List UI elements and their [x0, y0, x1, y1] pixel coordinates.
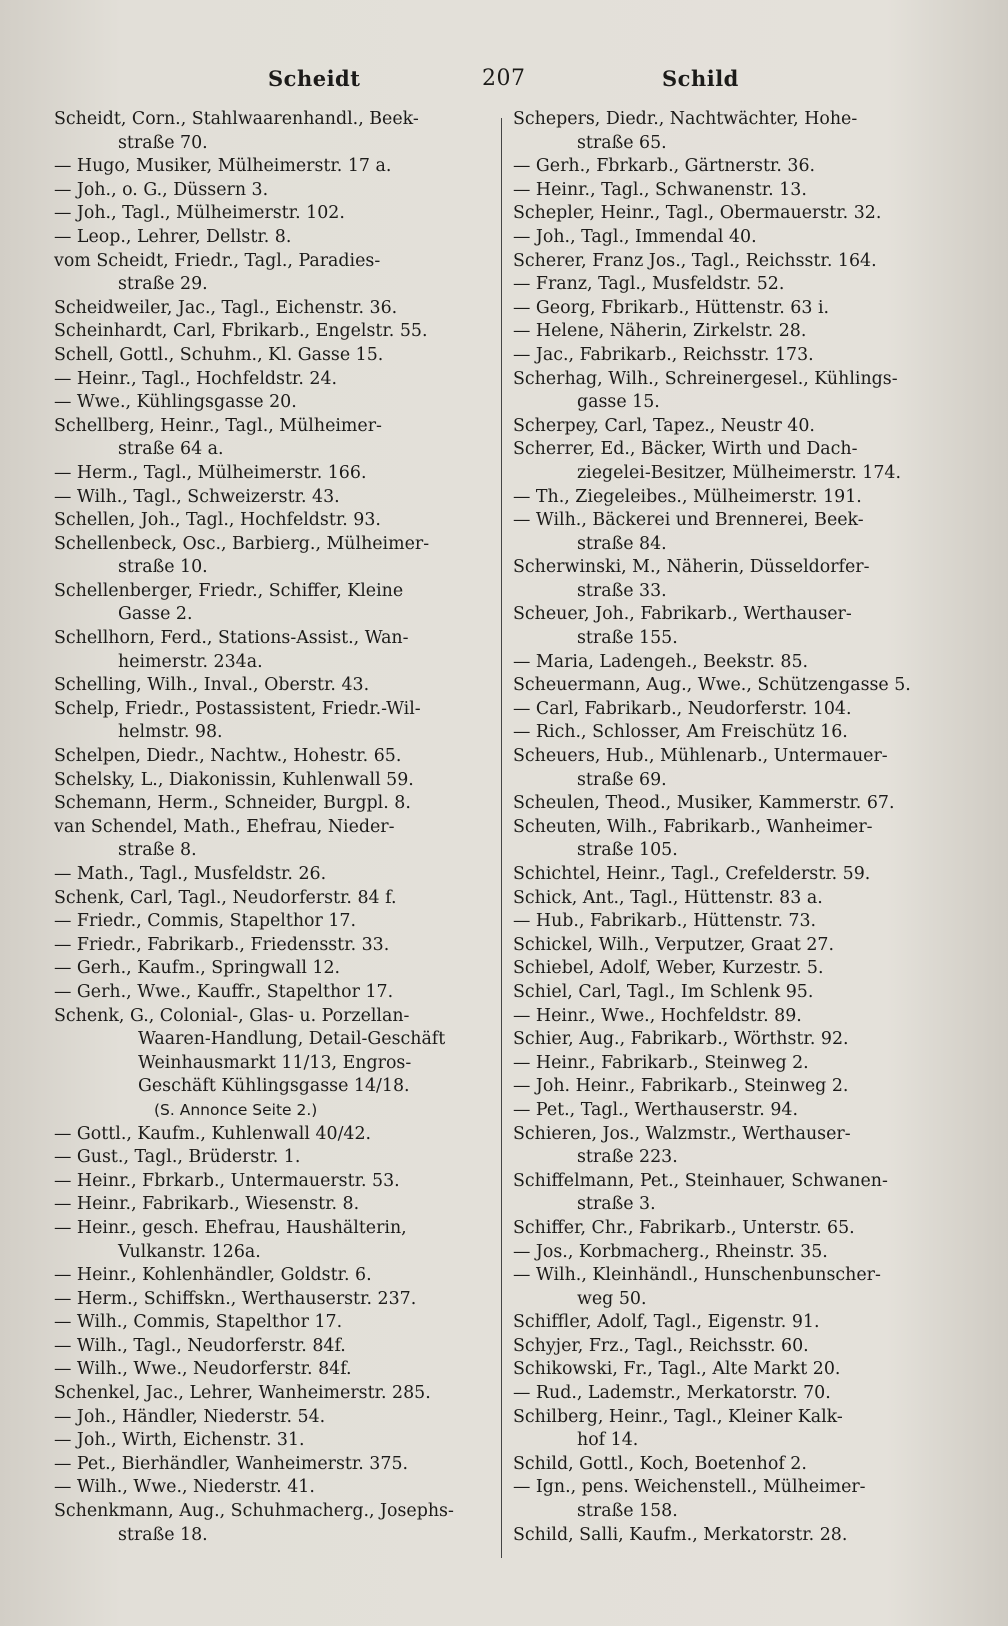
directory-entry: — Gust., Tagl., Brüderstr. 1. — [54, 1147, 301, 1168]
directory-entry: Schenk, G., Colonial-, Glas- u. Porzellan- — [54, 1005, 410, 1026]
directory-entry-continuation: straße 33. — [577, 580, 667, 601]
directory-entry: Schenkel, Jac., Lehrer, Wanheimerstr. 285. — [54, 1383, 431, 1404]
directory-entry-continuation: helmstr. 98. — [118, 722, 223, 743]
directory-entry: van Schendel, Math., Ehefrau, Nieder- — [54, 816, 395, 837]
directory-entry: Schiebel, Adolf, Weber, Kurzestr. 5. — [513, 958, 824, 979]
directory-entry: Scheuten, Wilh., Fabrikarb., Wanheimer- — [513, 816, 873, 837]
directory-entry: — Maria, Ladengeh., Beekstr. 85. — [513, 651, 809, 672]
directory-entry: — Joh., Händler, Niederstr. 54. — [54, 1406, 326, 1427]
directory-entry-continuation: Waaren-Handlung, Detail-Geschäft — [138, 1029, 446, 1050]
directory-entry: Schenk, Carl, Tagl., Neudorferstr. 84 f. — [54, 887, 397, 908]
directory-entry: Schiffelmann, Pet., Steinhauer, Schwanen- — [513, 1170, 888, 1191]
directory-entry: Scherhag, Wilh., Schreinergesel., Kühlings- — [513, 368, 898, 389]
directory-entry: Scheuers, Hub., Mühlenarb., Untermauer- — [513, 746, 888, 767]
directory-entry: Scheulen, Theod., Musiker, Kammerstr. 67. — [513, 793, 895, 814]
directory-entry: Schellhorn, Ferd., Stations-Assist., Wan- — [54, 628, 409, 649]
directory-entry: — Rich., Schlosser, Am Freischütz 16. — [513, 722, 848, 743]
directory-entry: Scherwinski, M., Näherin, Düsseldorfer- — [513, 557, 870, 578]
directory-entry: Schelsky, L., Diakonissin, Kuhlenwall 59. — [54, 769, 414, 790]
directory-entry-continuation: ziegelei-Besitzer, Mülheimerstr. 174. — [577, 462, 902, 483]
directory-entry: — Joh., o. G., Düssern 3. — [54, 179, 269, 200]
directory-entry: Schichtel, Heinr., Tagl., Crefelderstr. 59. — [513, 864, 871, 884]
directory-entry: — Wilh., Wwe., Neudorferstr. 84f. — [54, 1359, 352, 1380]
directory-entry: Scherpey, Carl, Tapez., Neustr 40. — [513, 415, 815, 436]
header-left-keyword: Scheidt — [268, 66, 361, 91]
directory-entry: Schelling, Wilh., Inval., Oberstr. 43. — [54, 675, 370, 696]
directory-entry-continuation: straße 64 a. — [118, 439, 224, 460]
directory-entry-continuation: weg 50. — [577, 1288, 647, 1309]
directory-entry: Scherrer, Ed., Bäcker, Wirth und Dach- — [513, 439, 858, 460]
directory-entry: — Friedr., Fabrikarb., Friedensstr. 33. — [54, 934, 390, 955]
directory-entry: Schenkmann, Aug., Schuhmacherg., Josephs- — [54, 1501, 454, 1522]
directory-entry: — Helene, Näherin, Zirkelstr. 28. — [513, 321, 807, 342]
directory-entry: — Wilh., Tagl., Neudorferstr. 84f. — [54, 1335, 346, 1356]
directory-entry: Schilberg, Heinr., Tagl., Kleiner Kalk- — [513, 1406, 843, 1427]
directory-entry: — Gerh., Wwe., Kauffr., Stapelthor 17. — [54, 981, 394, 1002]
directory-entry: — Wilh., Wwe., Niederstr. 41. — [54, 1477, 315, 1498]
directory-entry-continuation: gasse 15. — [577, 392, 660, 413]
directory-entry: Scheuer, Joh., Fabrikarb., Werthauser- — [513, 604, 852, 625]
directory-entry: — Joh., Tagl., Immendal 40. — [513, 226, 757, 247]
directory-entry-continuation: Vulkanstr. 126a. — [118, 1241, 261, 1262]
directory-entry: — Herm., Tagl., Mülheimerstr. 166. — [54, 462, 367, 483]
directory-entry-continuation: straße 158. — [577, 1501, 678, 1522]
directory-entry: — Wwe., Kühlingsgasse 20. — [54, 392, 297, 413]
page-number: 207 — [482, 66, 526, 91]
directory-entry: Schemann, Herm., Schneider, Burgpl. 8. — [54, 793, 411, 814]
directory-entry-continuation: straße 223. — [577, 1147, 678, 1168]
directory-entry: — Carl, Fabrikarb., Neudorferstr. 104. — [513, 698, 852, 719]
directory-entry: — Jos., Korbmacherg., Rheinstr. 35. — [513, 1241, 828, 1262]
directory-entry-continuation: hof 14. — [577, 1430, 639, 1451]
directory-entry: — Joh. Heinr., Fabrikarb., Steinweg 2. — [513, 1076, 849, 1097]
directory-entry: — Gerh., Kaufm., Springwall 12. — [54, 958, 341, 979]
directory-entry-continuation: straße 105. — [577, 840, 678, 861]
directory-entry: — Wilh., Commis, Stapelthor 17. — [54, 1312, 343, 1333]
directory-entry: Schellenberger, Friedr., Schiffer, Kleine — [54, 580, 404, 601]
directory-entry: Scheidt, Corn., Stahlwaarenhandl., Beek- — [54, 109, 419, 129]
directory-entry: — Hugo, Musiker, Mülheimerstr. 17 a. — [54, 156, 392, 177]
directory-entry: — Leop., Lehrer, Dellstr. 8. — [54, 226, 292, 247]
directory-entry: Schellberg, Heinr., Tagl., Mülheimer- — [54, 415, 382, 436]
directory-entry: — Joh., Wirth, Eichenstr. 31. — [54, 1430, 305, 1451]
directory-entry-continuation: straße 8. — [118, 840, 197, 861]
directory-entry: Schikowski, Fr., Tagl., Alte Markt 20. — [513, 1359, 841, 1380]
directory-entry-continuation: straße 155. — [577, 628, 678, 649]
directory-entry: Schellenbeck, Osc., Barbierg., Mülheimer- — [54, 533, 430, 554]
directory-entry: Schick, Ant., Tagl., Hüttenstr. 83 a. — [513, 887, 823, 908]
directory-entry: Schiel, Carl, Tagl., Im Schlenk 95. — [513, 981, 814, 1002]
directory-entry: Schelp, Friedr., Postassistent, Friedr.-Wil- — [54, 698, 421, 719]
directory-entry: — Heinr., Tagl., Hochfeldstr. 24. — [54, 368, 338, 389]
directory-entry-continuation: Weinhausmarkt 11/13, Engros- — [138, 1052, 412, 1073]
directory-entry: Scheuermann, Aug., Wwe., Schützengasse 5. — [513, 675, 911, 696]
directory-entry: — Pet., Bierhändler, Wanheimerstr. 375. — [54, 1453, 409, 1474]
directory-entry-continuation: Geschäft Kühlingsgasse 14/18. — [138, 1076, 410, 1097]
right-column — [513, 108, 953, 1547]
directory-entry: — Hub., Fabrikarb., Hüttenstr. 73. — [513, 911, 817, 932]
directory-entry: — Heinr., Fbrkarb., Untermauerstr. 53. — [54, 1170, 400, 1191]
directory-entry: Schellen, Joh., Tagl., Hochfeldstr. 93. — [54, 510, 381, 531]
directory-entry: Schild, Gottl., Koch, Boetenhof 2. — [513, 1453, 807, 1474]
directory-entry: Schepler, Heinr., Tagl., Obermauerstr. 32. — [513, 203, 882, 224]
directory-entry: — Joh., Tagl., Mülheimerstr. 102. — [54, 203, 345, 224]
directory-entry: Schepers, Diedr., Nachtwächter, Hohe- — [513, 109, 858, 129]
directory-entry: — Pet., Tagl., Werthauserstr. 94. — [513, 1099, 798, 1120]
directory-entry: Schieren, Jos., Walzmstr., Werthauser- — [513, 1123, 851, 1144]
directory-entry: — Rud., Lademstr., Merkatorstr. 70. — [513, 1383, 831, 1404]
directory-entry: — Georg, Fbrikarb., Hüttenstr. 63 i. — [513, 297, 830, 318]
left-column — [54, 108, 494, 1547]
directory-entry: Schild, Salli, Kaufm., Merkatorstr. 28. — [513, 1524, 848, 1545]
directory-entry: — Friedr., Commis, Stapelthor 17. — [54, 911, 356, 932]
directory-entry: — Th., Ziegeleibes., Mülheimerstr. 191. — [513, 486, 862, 507]
directory-entry: Schell, Gottl., Schuhm., Kl. Gasse 15. — [54, 344, 384, 365]
directory-entry-continuation: straße 69. — [577, 769, 667, 790]
directory-entry-continuation: straße 3. — [577, 1194, 656, 1215]
directory-entry: — Heinr., Tagl., Schwanenstr. 13. — [513, 179, 807, 200]
directory-entry: — Heinr., Wwe., Hochfeldstr. 89. — [513, 1005, 802, 1026]
directory-entry: — Wilh., Kleinhändl., Hunschenbunscher- — [513, 1265, 881, 1286]
directory-entry: Scheidweiler, Jac., Tagl., Eichenstr. 36. — [54, 297, 398, 318]
directory-entry: Schiffler, Adolf, Tagl., Eigenstr. 91. — [513, 1312, 820, 1333]
directory-entry-continuation: (S. Annonce Seite 2.) — [154, 1100, 318, 1119]
directory-entry: — Wilh., Tagl., Schweizerstr. 43. — [54, 486, 340, 507]
directory-entry: — Ign., pens. Weichenstell., Mülheimer- — [513, 1477, 866, 1498]
directory-entry-continuation: straße 70. — [118, 132, 208, 153]
directory-entry: Schiffer, Chr., Fabrikarb., Unterstr. 65. — [513, 1217, 855, 1238]
header-right-keyword: Schild — [662, 66, 739, 91]
directory-entry: — Gerh., Fbrkarb., Gärtnerstr. 36. — [513, 156, 816, 177]
column-divider — [501, 118, 502, 1558]
directory-entry: — Gottl., Kaufm., Kuhlenwall 40/42. — [54, 1123, 372, 1144]
directory-entry: Scherer, Franz Jos., Tagl., Reichsstr. 164. — [513, 250, 877, 271]
directory-entry: — Heinr., Fabrikarb., Steinweg 2. — [513, 1052, 809, 1073]
directory-entry-continuation: straße 18. — [118, 1524, 208, 1545]
directory-entry: — Franz, Tagl., Musfeldstr. 52. — [513, 274, 785, 295]
directory-entry: Schier, Aug., Fabrikarb., Wörthstr. 92. — [513, 1029, 849, 1050]
directory-entry-continuation: straße 10. — [118, 557, 208, 578]
directory-entry: Schelpen, Diedr., Nachtw., Hohestr. 65. — [54, 746, 402, 767]
directory-entry: — Math., Tagl., Musfeldstr. 26. — [54, 864, 327, 884]
directory-entry: — Heinr., Fabrikarb., Wiesenstr. 8. — [54, 1194, 360, 1215]
directory-entry: vom Scheidt, Friedr., Tagl., Paradies- — [54, 250, 381, 271]
directory-entry: Scheinhardt, Carl, Fbrikarb., Engelstr. 55. — [54, 321, 428, 342]
directory-entry-continuation: heimerstr. 234a. — [118, 651, 263, 672]
directory-entry: — Wilh., Bäckerei und Brennerei, Beek- — [513, 510, 864, 531]
directory-entry-continuation: straße 65. — [577, 132, 667, 153]
directory-entry: Schickel, Wilh., Verputzer, Graat 27. — [513, 934, 834, 955]
directory-entry: — Heinr., gesch. Ehefrau, Haushälterin, — [54, 1217, 407, 1238]
directory-entry: — Heinr., Kohlenhändler, Goldstr. 6. — [54, 1265, 372, 1286]
directory-entry: Schyjer, Frz., Tagl., Reichsstr. 60. — [513, 1335, 809, 1356]
page-header — [0, 62, 1008, 98]
directory-entry-continuation: straße 84. — [577, 533, 667, 554]
directory-entry-continuation: straße 29. — [118, 274, 208, 295]
directory-entry-continuation: Gasse 2. — [118, 604, 193, 625]
directory-entry: — Jac., Fabrikarb., Reichsstr. 173. — [513, 344, 814, 365]
directory-entry: — Herm., Schiffskn., Werthauserstr. 237. — [54, 1288, 417, 1309]
